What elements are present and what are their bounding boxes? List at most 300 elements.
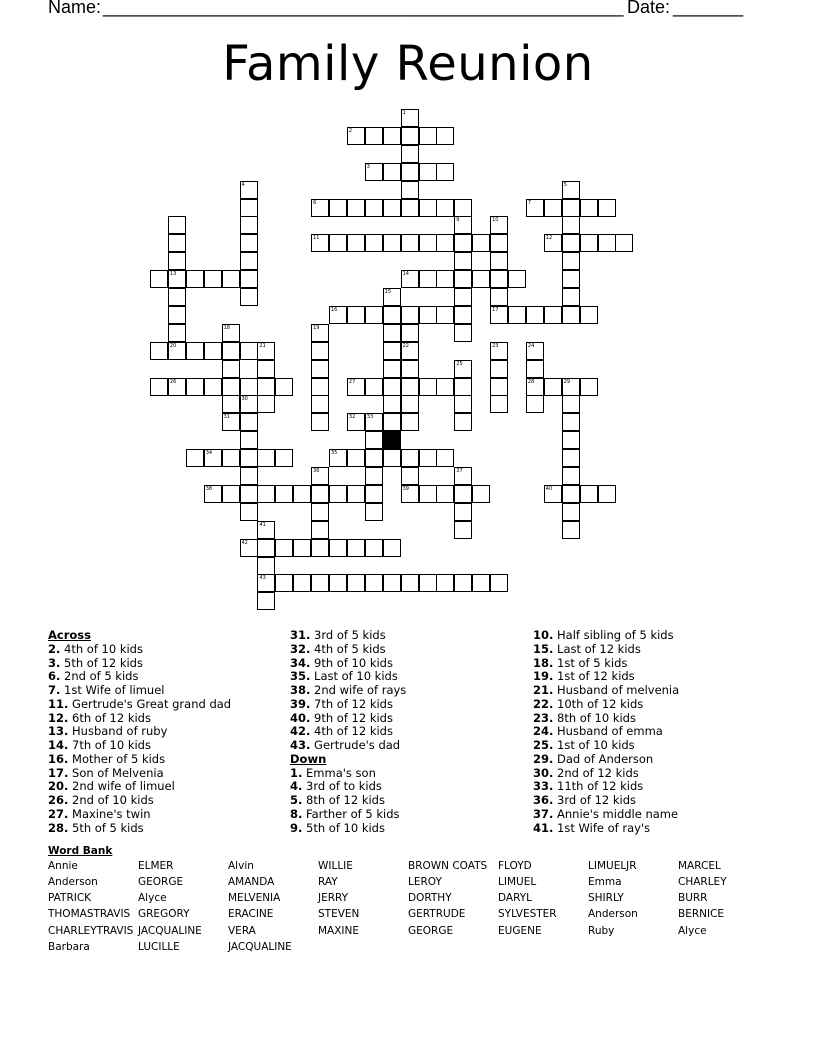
grid-cell[interactable] <box>454 503 472 521</box>
grid-cell[interactable] <box>222 485 240 503</box>
grid-cell[interactable] <box>490 378 508 396</box>
across-heading: Across <box>48 628 91 642</box>
grid-cell[interactable] <box>168 234 186 252</box>
grid-cell[interactable] <box>454 574 472 592</box>
grid-cell[interactable] <box>275 574 293 592</box>
grid-cell[interactable] <box>257 342 275 360</box>
grid-cell[interactable] <box>311 395 329 413</box>
word-bank-word: LEROY <box>408 876 442 888</box>
grid-cell[interactable] <box>472 270 490 288</box>
clue <box>48 643 231 657</box>
clue-number: 21. <box>533 683 554 697</box>
down-heading: Down <box>290 751 327 766</box>
clue-number-label: 31 <box>223 414 230 421</box>
grid-cell[interactable] <box>257 574 275 592</box>
word-bank-title: Word Bank <box>48 845 113 857</box>
grid-cell[interactable] <box>347 199 365 217</box>
grid-cell[interactable] <box>257 521 275 539</box>
grid-cell[interactable] <box>490 574 508 592</box>
grid-cell[interactable] <box>150 342 168 360</box>
clue-number: 5. <box>290 793 303 807</box>
grid-cell[interactable] <box>544 234 562 252</box>
grid-cell[interactable] <box>490 288 508 306</box>
grid-cell[interactable] <box>383 449 401 467</box>
grid-cell[interactable] <box>454 360 472 378</box>
grid-cell[interactable] <box>490 395 508 413</box>
grid-cell[interactable] <box>168 306 186 324</box>
grid-cell[interactable] <box>383 288 401 306</box>
grid-cell[interactable] <box>401 485 419 503</box>
grid-cell[interactable] <box>472 234 490 252</box>
grid-cell[interactable] <box>347 306 365 324</box>
word-bank-word: LIMUELJR <box>588 860 637 872</box>
grid-cell[interactable] <box>383 413 401 431</box>
clue-text: Dad of Anderson <box>553 751 654 766</box>
grid-cell[interactable] <box>598 199 616 217</box>
grid-cell[interactable] <box>186 270 204 288</box>
grid-cell[interactable] <box>222 395 240 413</box>
grid-cell[interactable] <box>454 199 472 217</box>
grid-cell[interactable] <box>168 378 186 396</box>
grid-cell[interactable] <box>204 449 222 467</box>
grid-cell[interactable] <box>257 449 275 467</box>
grid-cell[interactable] <box>419 485 437 503</box>
grid-cell[interactable] <box>383 378 401 396</box>
grid-cell[interactable] <box>436 127 454 145</box>
clue <box>290 725 406 739</box>
grid-cell[interactable] <box>544 306 562 324</box>
grid-cell[interactable] <box>383 127 401 145</box>
grid-cell[interactable] <box>562 467 580 485</box>
grid-cell[interactable] <box>454 467 472 485</box>
clue-number-label: 13 <box>169 271 177 278</box>
grid-cell[interactable] <box>168 324 186 342</box>
grid-cell[interactable] <box>275 378 293 396</box>
word-bank-word: Alvin <box>228 860 254 872</box>
grid-cell[interactable] <box>436 574 454 592</box>
grid-cell[interactable] <box>401 127 419 145</box>
grid-cell[interactable] <box>562 252 580 270</box>
grid-cell[interactable] <box>562 503 580 521</box>
grid-cell[interactable] <box>168 288 186 306</box>
grid-cell[interactable] <box>454 252 472 270</box>
grid-cell[interactable] <box>257 557 275 575</box>
grid-cell[interactable] <box>454 270 472 288</box>
grid-cell[interactable] <box>222 378 240 396</box>
grid-cell[interactable] <box>293 485 311 503</box>
grid-cell[interactable] <box>508 306 526 324</box>
grid-cell[interactable] <box>615 234 633 252</box>
grid-cell[interactable] <box>240 503 258 521</box>
grid-cell[interactable] <box>240 199 258 217</box>
grid-cell[interactable] <box>365 449 383 467</box>
clue <box>48 794 231 808</box>
grid-cell[interactable] <box>419 449 437 467</box>
grid-cell[interactable] <box>401 360 419 378</box>
grid-cell[interactable] <box>293 574 311 592</box>
grid-cell[interactable] <box>222 324 240 342</box>
clue-text: 9th of 10 kids <box>310 655 393 670</box>
grid-cell[interactable] <box>257 395 275 413</box>
grid-cell[interactable] <box>222 413 240 431</box>
grid-cell[interactable] <box>383 539 401 557</box>
grid-cell[interactable] <box>240 431 258 449</box>
grid-cell[interactable] <box>526 342 544 360</box>
clue-number-label: 23 <box>492 342 499 349</box>
word-bank-word: BURR <box>678 892 708 904</box>
clue <box>48 684 231 698</box>
grid-cell[interactable] <box>311 539 329 557</box>
grid-cell[interactable] <box>347 539 365 557</box>
grid-cell[interactable] <box>401 395 419 413</box>
grid-cell[interactable] <box>329 306 347 324</box>
clue <box>290 780 406 794</box>
grid-cell[interactable] <box>240 485 258 503</box>
word-bank-word: STEVEN <box>318 908 360 920</box>
grid-cell[interactable] <box>490 252 508 270</box>
clue-number: 19. <box>533 669 554 684</box>
grid-cell[interactable] <box>401 467 419 485</box>
word-bank-word: GEORGE <box>408 925 454 937</box>
grid-cell[interactable] <box>257 592 275 610</box>
grid-cell[interactable] <box>347 485 365 503</box>
grid-cell[interactable] <box>436 449 454 467</box>
clue-number: 16. <box>48 751 69 766</box>
grid-cell[interactable] <box>186 378 204 396</box>
grid-cell[interactable] <box>544 485 562 503</box>
grid-cell[interactable] <box>490 234 508 252</box>
grid-cell[interactable] <box>365 503 383 521</box>
clue-text: 1st Wife of limuel <box>60 683 165 697</box>
grid-cell[interactable] <box>347 127 365 145</box>
clue <box>290 712 406 726</box>
grid-cell[interactable] <box>436 485 454 503</box>
grid-cell[interactable] <box>562 306 580 324</box>
grid-cell[interactable] <box>365 127 383 145</box>
grid-cell[interactable] <box>365 234 383 252</box>
grid-cell[interactable] <box>365 485 383 503</box>
grid-cell[interactable] <box>562 216 580 234</box>
grid-cell[interactable] <box>401 181 419 199</box>
grid-cell[interactable] <box>329 449 347 467</box>
clue-number: 12. <box>48 710 69 725</box>
clue <box>48 767 231 781</box>
grid-cell[interactable] <box>222 342 240 360</box>
grid-cell[interactable] <box>311 378 329 396</box>
word-bank-word: BROWN COATS <box>408 860 488 872</box>
grid-cell[interactable] <box>168 270 186 288</box>
grid-cell[interactable] <box>257 378 275 396</box>
grid-cell[interactable] <box>562 449 580 467</box>
grid-cell[interactable] <box>240 252 258 270</box>
grid-cell[interactable] <box>275 485 293 503</box>
grid-cell[interactable] <box>454 234 472 252</box>
grid-cell[interactable] <box>490 342 508 360</box>
grid-cell[interactable] <box>365 413 383 431</box>
grid-cell[interactable] <box>436 199 454 217</box>
grid-cell[interactable] <box>419 163 437 181</box>
grid-cell[interactable] <box>365 574 383 592</box>
grid-cell[interactable] <box>275 449 293 467</box>
grid-cell[interactable] <box>365 306 383 324</box>
clue-number: 39. <box>290 696 311 711</box>
grid-cell[interactable] <box>598 234 616 252</box>
grid-cell[interactable] <box>347 574 365 592</box>
grid-cell[interactable] <box>401 574 419 592</box>
grid-cell[interactable] <box>383 360 401 378</box>
grid-cell[interactable] <box>436 270 454 288</box>
grid-cell[interactable] <box>419 127 437 145</box>
clue-number: 14. <box>48 738 69 752</box>
grid-cell[interactable] <box>365 378 383 396</box>
grid-cell[interactable] <box>419 574 437 592</box>
grid-cell[interactable] <box>204 378 222 396</box>
grid-cell[interactable] <box>383 342 401 360</box>
clue-number: 31. <box>290 628 311 642</box>
grid-cell[interactable] <box>186 342 204 360</box>
grid-cell[interactable] <box>311 360 329 378</box>
clue-text: 1st of 5 kids <box>553 655 628 670</box>
grid-cell[interactable] <box>240 342 258 360</box>
grid-cell[interactable] <box>454 395 472 413</box>
grid-cell[interactable] <box>311 234 329 252</box>
grid-cell[interactable] <box>240 449 258 467</box>
grid-cell[interactable] <box>240 413 258 431</box>
grid-cell[interactable] <box>168 216 186 234</box>
clue-number-label: 39 <box>402 485 409 492</box>
grid-cell[interactable] <box>311 342 329 360</box>
grid-cell[interactable] <box>508 270 526 288</box>
grid-cell[interactable] <box>257 539 275 557</box>
grid-cell[interactable] <box>472 574 490 592</box>
grid-cell[interactable] <box>419 234 437 252</box>
grid-cell[interactable] <box>472 485 490 503</box>
grid-cell[interactable] <box>419 306 437 324</box>
grid-cell[interactable] <box>329 539 347 557</box>
clue-text: 1st of 10 kids <box>553 738 635 752</box>
grid-cell[interactable] <box>562 378 580 396</box>
grid-cell[interactable] <box>562 234 580 252</box>
grid-cell[interactable] <box>365 539 383 557</box>
grid-cell[interactable] <box>204 270 222 288</box>
grid-cell[interactable] <box>562 288 580 306</box>
grid-cell[interactable] <box>329 234 347 252</box>
word-bank-word: SHIRLY <box>588 892 624 904</box>
grid-cell[interactable] <box>580 378 598 396</box>
grid-cell[interactable] <box>526 199 544 217</box>
grid-cell[interactable] <box>222 360 240 378</box>
grid-cell[interactable] <box>347 449 365 467</box>
grid-cell[interactable] <box>580 234 598 252</box>
word-bank-word: EUGENE <box>498 925 542 937</box>
grid-cell[interactable] <box>240 234 258 252</box>
grid-cell[interactable] <box>240 395 258 413</box>
grid-cell[interactable] <box>240 270 258 288</box>
grid-cell[interactable] <box>562 431 580 449</box>
word-bank-word: WILLIE <box>318 860 353 872</box>
clue-number: 30. <box>533 765 554 780</box>
grid-cell[interactable] <box>401 234 419 252</box>
clue-number: 42. <box>290 724 311 739</box>
clue-number-label: 22 <box>402 342 409 349</box>
grid-cell[interactable] <box>580 306 598 324</box>
clue-number-label: 32 <box>348 414 356 421</box>
word-bank-word: AMANDA <box>228 876 275 888</box>
grid-cell[interactable] <box>311 467 329 485</box>
clue <box>533 629 679 643</box>
grid-cell[interactable] <box>329 199 347 217</box>
grid-cell[interactable] <box>329 574 347 592</box>
grid-cell[interactable] <box>311 413 329 431</box>
grid-cell[interactable] <box>454 413 472 431</box>
grid-cell[interactable] <box>401 378 419 396</box>
grid-cell[interactable] <box>347 378 365 396</box>
grid-cell[interactable] <box>329 485 347 503</box>
clue-number-label: 36 <box>313 468 320 474</box>
grid-cell[interactable] <box>562 199 580 217</box>
grid-cell[interactable] <box>401 413 419 431</box>
grid-cell[interactable] <box>436 306 454 324</box>
name-label: Name: <box>48 0 102 17</box>
grid-cell[interactable] <box>562 395 580 413</box>
grid-cell[interactable] <box>383 199 401 217</box>
grid-cell[interactable] <box>490 270 508 288</box>
grid-cell[interactable] <box>401 199 419 217</box>
grid-cell[interactable] <box>562 270 580 288</box>
grid-cell[interactable] <box>311 574 329 592</box>
grid-cell[interactable] <box>454 521 472 539</box>
word-bank-word: GEORGE <box>138 876 184 888</box>
grid-cell[interactable] <box>562 485 580 503</box>
grid-cell[interactable] <box>401 109 419 127</box>
grid-cell[interactable] <box>204 485 222 503</box>
grid-cell[interactable] <box>436 163 454 181</box>
grid-cell[interactable] <box>240 216 258 234</box>
clue-number-label: 33 <box>366 414 374 421</box>
clue <box>290 643 406 657</box>
grid-cell[interactable] <box>401 306 419 324</box>
clue <box>48 808 231 822</box>
grid-cell[interactable] <box>436 378 454 396</box>
grid-cell[interactable] <box>401 324 419 342</box>
grid-cell[interactable] <box>490 360 508 378</box>
grid-cell[interactable] <box>240 378 258 396</box>
grid-cell[interactable] <box>526 360 544 378</box>
clue-number-label: 29 <box>563 378 571 385</box>
grid-cell[interactable] <box>419 270 437 288</box>
grid-cell[interactable] <box>401 342 419 360</box>
grid-cell[interactable] <box>562 181 580 199</box>
grid-cell[interactable] <box>383 234 401 252</box>
grid-cell[interactable] <box>580 485 598 503</box>
grid-cell[interactable] <box>222 449 240 467</box>
grid-cell[interactable] <box>401 270 419 288</box>
grid-cell[interactable] <box>526 378 544 396</box>
grid-cell[interactable] <box>257 485 275 503</box>
grid-cell[interactable] <box>454 306 472 324</box>
grid-cell[interactable] <box>544 378 562 396</box>
grid-cell[interactable] <box>383 574 401 592</box>
grid-cell[interactable] <box>365 199 383 217</box>
grid-cell[interactable] <box>401 163 419 181</box>
grid-cell[interactable] <box>401 145 419 163</box>
grid-cell[interactable] <box>580 199 598 217</box>
grid-cell[interactable] <box>150 378 168 396</box>
clue-number: 7. <box>48 683 61 697</box>
grid-cell[interactable] <box>186 449 204 467</box>
grid-cell[interactable] <box>240 181 258 199</box>
clue-number-label: 30 <box>241 396 248 403</box>
grid-cell[interactable] <box>454 324 472 342</box>
grid-cell[interactable] <box>168 342 186 360</box>
grid-cell[interactable] <box>347 234 365 252</box>
clue-text: 2nd wife of rays <box>310 683 407 697</box>
clue-text: 3rd of 5 kids <box>310 628 386 642</box>
grid-cell[interactable] <box>544 199 562 217</box>
clue <box>290 670 406 684</box>
grid-cell[interactable] <box>454 485 472 503</box>
grid-cell[interactable] <box>222 270 240 288</box>
clue <box>533 684 679 698</box>
grid-cell[interactable] <box>436 234 454 252</box>
grid-cell[interactable] <box>365 431 383 449</box>
grid-cell[interactable] <box>275 539 293 557</box>
grid-cell[interactable] <box>311 324 329 342</box>
clue <box>48 739 231 753</box>
clue-number: 36. <box>533 793 554 807</box>
grid-cell[interactable] <box>240 288 258 306</box>
clue-number-label: 11 <box>313 235 320 242</box>
grid-cell[interactable] <box>562 521 580 539</box>
grid-cell[interactable] <box>454 288 472 306</box>
grid-cell[interactable] <box>383 163 401 181</box>
grid-cell[interactable] <box>401 449 419 467</box>
grid-cell[interactable] <box>490 216 508 234</box>
grid-cell[interactable] <box>383 395 401 413</box>
grid-cell[interactable] <box>204 342 222 360</box>
grid-cell[interactable] <box>383 324 401 342</box>
grid-cell[interactable] <box>347 413 365 431</box>
grid-cell[interactable] <box>311 503 329 521</box>
grid-cell[interactable] <box>365 467 383 485</box>
grid-cell[interactable] <box>150 270 168 288</box>
grid-cell[interactable] <box>454 378 472 396</box>
grid-cell[interactable] <box>526 395 544 413</box>
grid-cell[interactable] <box>311 199 329 217</box>
word-bank-word: LIMUEL <box>498 876 537 888</box>
grid-cell[interactable] <box>490 306 508 324</box>
grid-cell[interactable] <box>293 539 311 557</box>
grid-cell[interactable] <box>383 306 401 324</box>
grid-cell[interactable] <box>311 521 329 539</box>
grid-cell[interactable] <box>598 485 616 503</box>
clue-number-label: 17 <box>492 306 499 313</box>
grid-cell[interactable] <box>419 199 437 217</box>
grid-cell[interactable] <box>311 485 329 503</box>
grid-cell[interactable] <box>240 539 258 557</box>
grid-cell[interactable] <box>562 413 580 431</box>
grid-cell[interactable] <box>240 467 258 485</box>
word-bank-word: DARYL <box>498 892 532 904</box>
word-bank-word: SYLVESTER <box>498 908 557 920</box>
grid-cell[interactable] <box>168 252 186 270</box>
grid-cell[interactable] <box>454 216 472 234</box>
grid-cell[interactable] <box>526 306 544 324</box>
grid-cell[interactable] <box>419 378 437 396</box>
grid-cell[interactable] <box>365 163 383 181</box>
grid-cell[interactable] <box>257 360 275 378</box>
clue-number: 34. <box>290 655 311 670</box>
